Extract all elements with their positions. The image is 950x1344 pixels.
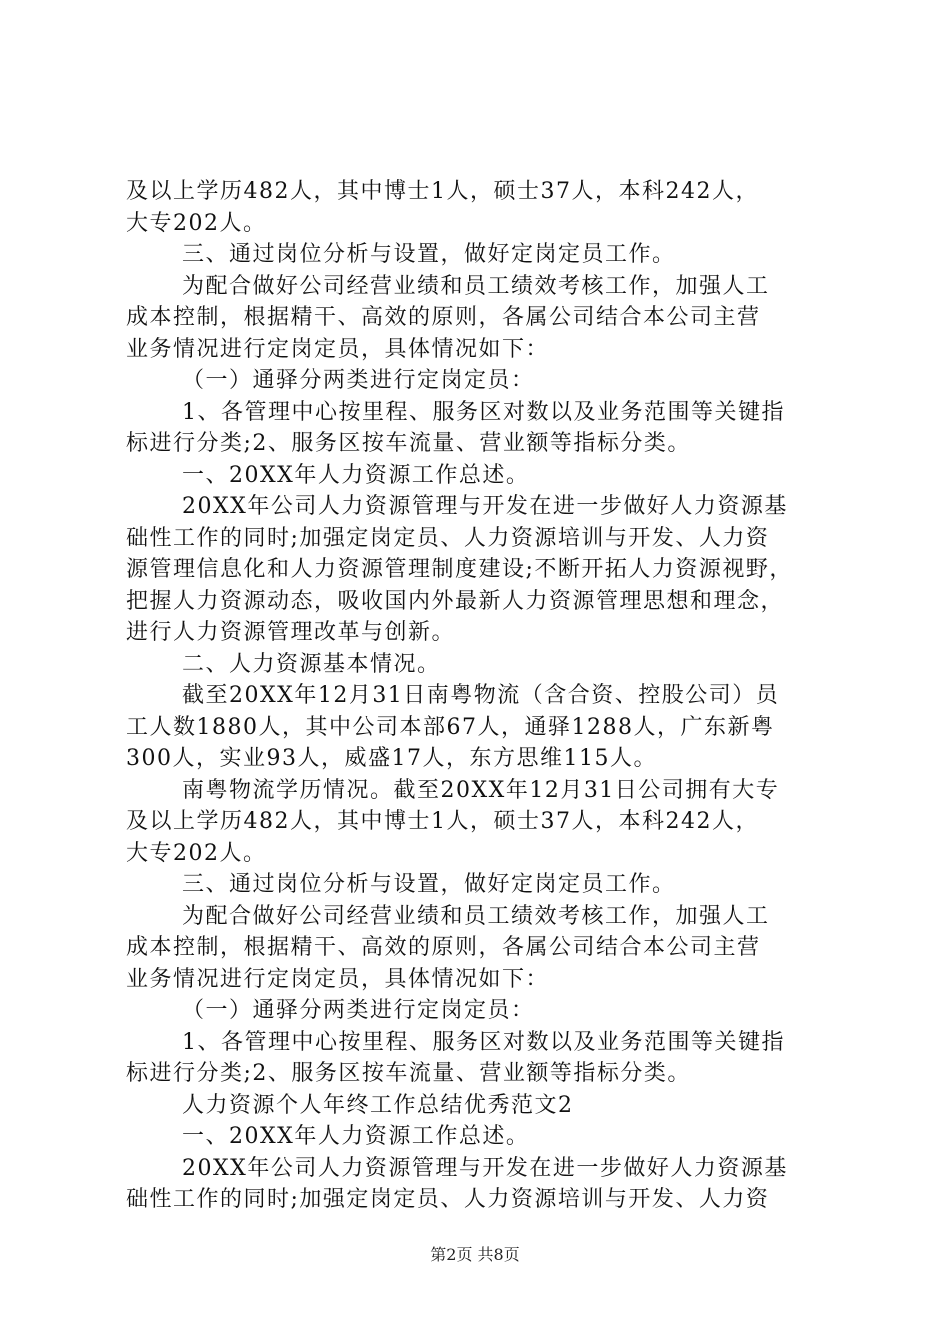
text-line: 1、各管理中心按里程、服务区对数以及业务范围等关键指 (182, 1029, 785, 1055)
text-line: 大专202人。 (126, 210, 267, 236)
text-line: 大专202人。 (126, 840, 267, 866)
text-line: 成本控制，根据精干、高效的原则，各属公司结合本公司主营 (126, 305, 761, 330)
text-line: 进行人力资源管理改革与创新。 (126, 620, 456, 645)
text-line: 及以上学历482人，其中博士1人，硕士37人，本科242人， (126, 179, 759, 204)
text-line: 为配合做好公司经营业绩和员工绩效考核工作，加强人工 (182, 273, 770, 299)
text-line: 三、通过岗位分析与设置，做好定岗定员工作。 (182, 242, 676, 267)
text-line: 标进行分类;2、服务区按车流量、营业额等指标分类。 (126, 431, 691, 456)
text-line: 20XX年公司人力资源管理与开发在进一步做好人力资源基 (182, 1155, 788, 1181)
text-line: 成本控制，根据精干、高效的原则，各属公司结合本公司主营 (126, 935, 761, 960)
text-line: 截至20XX年12月31日南粤物流（含合资、控股公司）员 (182, 683, 780, 708)
text-line: 工人数1880人，其中公司本部67人，通驿1288人，广东新粤 (126, 714, 775, 740)
text-line: 础性工作的同时;加强定岗定员、人力资源培训与开发、人力资 (126, 1187, 770, 1212)
text-line: （一）通驿分两类进行定岗定员： (182, 368, 535, 393)
text-line: 一、20XX年人力资源工作总述。 (182, 462, 530, 488)
document-body (126, 176, 832, 1216)
text-line: 业务情况进行定岗定员，具体情况如下： (126, 966, 550, 992)
text-line: 标进行分类;2、服务区按车流量、营业额等指标分类。 (126, 1061, 691, 1086)
text-line: 二、人力资源基本情况。 (182, 651, 441, 677)
text-line: 础性工作的同时;加强定岗定员、人力资源培训与开发、人力资 (126, 525, 770, 551)
text-line: 300人，实业93人，威盛17人，东方思维115人。 (126, 746, 657, 771)
text-line: 把握人力资源动态，吸收国内外最新人力资源管理思想和理念， (126, 588, 785, 614)
text-line: 为配合做好公司经营业绩和员工绩效考核工作，加强人工 (182, 903, 770, 929)
text-line: 业务情况进行定岗定员，具体情况如下： (126, 336, 550, 362)
text-line: 一、20XX年人力资源工作总述。 (182, 1124, 530, 1149)
text-line: 及以上学历482人，其中博士1人，硕士37人，本科242人， (126, 809, 759, 834)
text-line: 三、通过岗位分析与设置，做好定岗定员工作。 (182, 872, 676, 897)
text-line: （一）通驿分两类进行定岗定员： (182, 998, 535, 1023)
text-line: 源管理信息化和人力资源管理制度建设;不断开拓人力资源视野， (126, 557, 793, 582)
page-footer: 第2页 共8页 (430, 1245, 520, 1264)
text-line: 20XX年公司人力资源管理与开发在进一步做好人力资源基 (182, 494, 788, 519)
text-line: 南粤物流学历情况。截至20XX年12月31日公司拥有大专 (182, 777, 780, 803)
text-line: 1、各管理中心按里程、服务区对数以及业务范围等关键指 (182, 399, 785, 425)
text-line: 人力资源个人年终工作总结优秀范文2 (182, 1092, 574, 1118)
